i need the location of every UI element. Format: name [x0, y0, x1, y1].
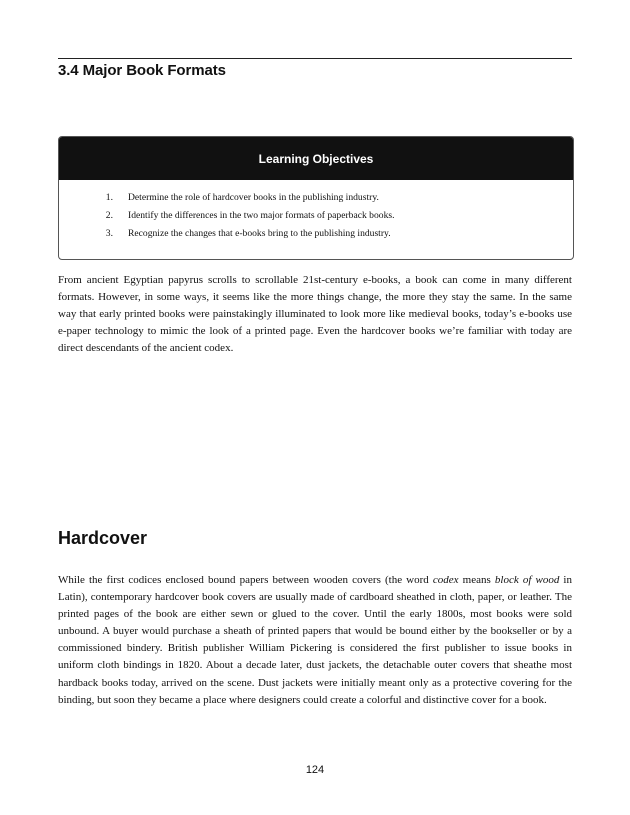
emphasis-block-of-wood: block of wood: [494, 574, 560, 586]
learning-objectives-list: [59, 180, 573, 243]
hardcover-paragraph: [58, 572, 572, 709]
list-item: [59, 225, 573, 243]
list-item-text: Identify the differences in the two major formats of paperback books.: [128, 210, 395, 221]
page-number: 124: [305, 764, 325, 776]
paragraph-text: means: [458, 574, 495, 586]
list-item: [59, 189, 573, 207]
list-item-number: 3.: [105, 228, 113, 239]
paragraph-text: in Latin), contemporary hardcover book covers are usually made of cardboard sheathed in cloth, paper, or leather. The printed pages of the book are either sewn or glued to the cover. Until the early 1800s, most books were sold unbound. A buyer would purchase a sheath of printed papers that would be bound either by the bookseller or by a commissioned bindery. British publisher William Pickering is considered the first publisher to issue books in uniform cloth bindings in 1820. About a decade later, dust jackets, the detachable outer covers that sheathe most hardback books today, arrived on the scene. Dust jackets were initially meant only as a protective covering for the binding, but soon they became a place where designers could create a colorful and distinctive cover for a book.: [58, 574, 572, 706]
hardcover-heading: Hardcover: [58, 528, 148, 548]
paragraph-text: While the first codices enclosed bound papers between wooden covers (the word: [58, 574, 433, 586]
list-item-text: Recognize the changes that e-books bring to the publishing industry.: [128, 228, 391, 239]
section-title: 3.4 Major Book Formats: [58, 62, 226, 79]
list-item-number: 1.: [105, 192, 113, 203]
intro-paragraph: From ancient Egyptian papyrus scrolls to scrollable 21st-century e-books, a book can come in many different formats. However, in some ways, it seems like the more things change, the more they stay the same. In the same way that early printed books were painstakingly illuminated to look more like medieval books, today’s e-books use e-paper technology to mimic the look of a printed page. Even the hardcover books we’re familiar with today are direct descendants of the ancient codex.: [58, 274, 572, 355]
learning-objectives-header: Learning Objectives: [59, 137, 573, 180]
list-item: [59, 207, 573, 225]
list-item-text: Determine the role of hardcover books in the publishing industry.: [128, 192, 379, 203]
top-rule: [58, 58, 572, 59]
learning-objectives-box: [58, 136, 574, 260]
emphasis-codex: codex: [432, 574, 459, 586]
list-item-number: 2.: [105, 210, 113, 221]
